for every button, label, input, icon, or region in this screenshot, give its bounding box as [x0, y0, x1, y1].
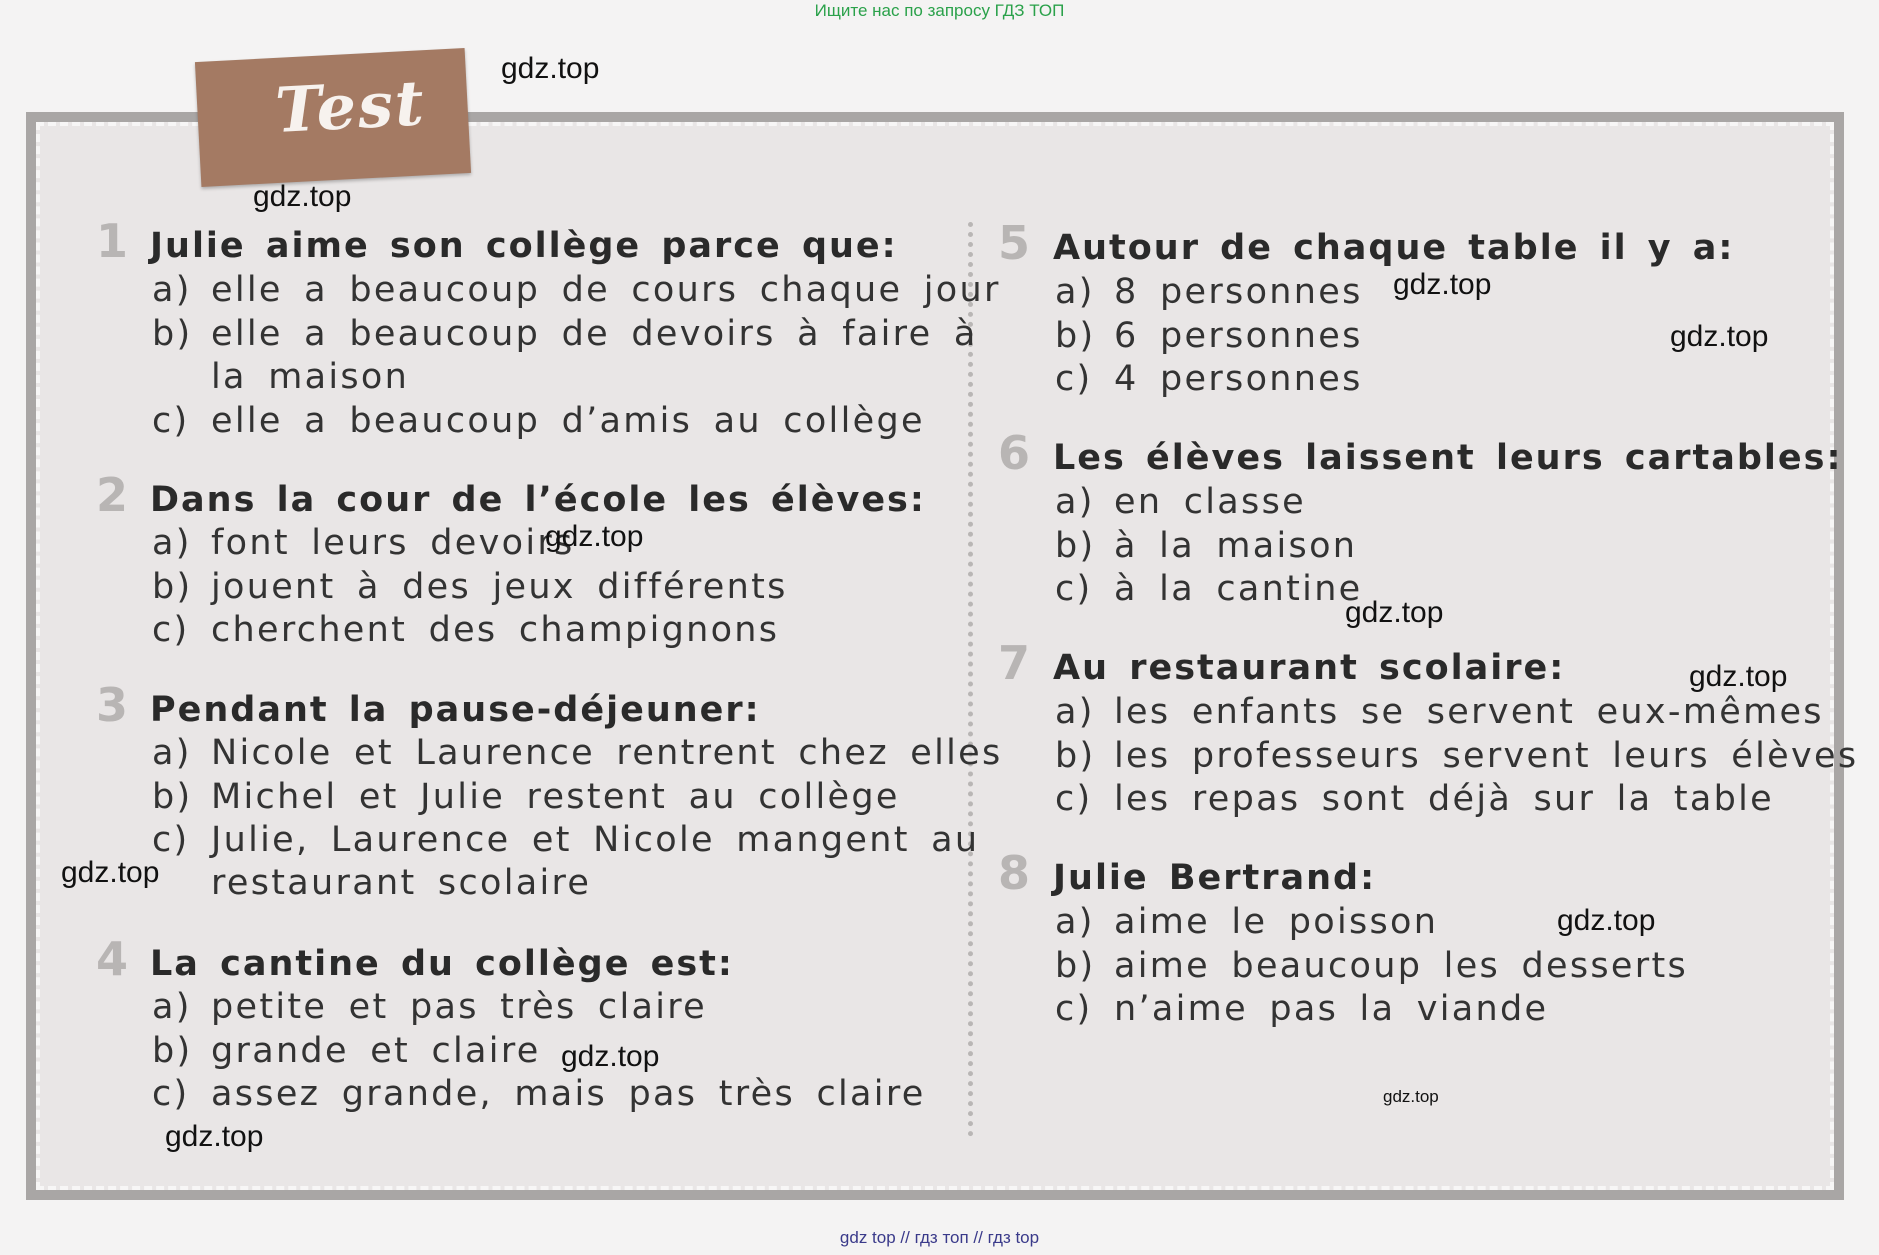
question-number: 3: [96, 678, 129, 732]
option: [1055, 989, 1548, 1029]
watermark: gdz.top: [253, 180, 352, 213]
option: [1055, 526, 1357, 566]
option-text: Julie, Laurence et Nicole mangent au: [211, 820, 980, 860]
question-title: Julie aime son collège parce que:: [150, 226, 898, 266]
option-text: aime beaucoup les desserts: [1114, 946, 1689, 986]
option-letter: a): [152, 987, 192, 1027]
watermark: gdz.top: [1393, 268, 1492, 301]
option: [152, 610, 779, 650]
option: [1055, 569, 1363, 609]
watermark: gdz.top: [501, 52, 600, 85]
option: [152, 820, 979, 860]
watermark: gdz.top: [165, 1120, 264, 1153]
option-text: aime le poisson: [1114, 902, 1439, 942]
question-number: 1: [96, 214, 129, 268]
option-letter: c): [1055, 779, 1093, 819]
option-letter: c): [1055, 569, 1093, 609]
option: [1055, 359, 1363, 399]
option-letter: a): [1055, 272, 1095, 312]
option: [1055, 482, 1306, 522]
option: [152, 314, 978, 354]
option-text: les repas sont déjà sur la table: [1114, 779, 1774, 819]
watermark: gdz.top: [1670, 320, 1769, 353]
option-letter: a): [1055, 692, 1095, 732]
option: [152, 523, 575, 563]
option-text: n’aime pas la viande: [1114, 989, 1549, 1029]
option-text: Nicole et Laurence rentrent chez elles: [211, 733, 1003, 773]
question-title: La cantine du collège est:: [150, 944, 734, 984]
watermark: gdz.top: [561, 1040, 660, 1073]
question-number: 8: [998, 846, 1031, 900]
option-letter: b): [152, 777, 193, 817]
option: [152, 567, 788, 607]
watermark: gdz.top: [1345, 596, 1444, 629]
option-letter: a): [1055, 902, 1095, 942]
option-letter: c): [1055, 989, 1093, 1029]
option-text: petite et pas très claire: [211, 987, 708, 1027]
option-text: à la maison: [1114, 526, 1358, 566]
question-title: Les élèves laissent leurs cartables:: [1053, 438, 1843, 478]
option-letter: b): [152, 567, 193, 607]
option: [1055, 946, 1688, 986]
option: [152, 1074, 926, 1114]
option-text: elle a beaucoup d’amis au collège: [211, 401, 925, 441]
option-letter: c): [152, 401, 190, 441]
option: [1055, 779, 1774, 819]
question-number: 2: [96, 468, 129, 522]
option: [152, 401, 925, 441]
option: [1055, 736, 1858, 776]
option-letter: a): [152, 733, 192, 773]
option-text: en classe: [1114, 482, 1306, 522]
option-text: cherchent des champignons: [211, 610, 780, 650]
option-text: font leurs devoirs: [211, 523, 575, 563]
option-letter: b): [1055, 316, 1096, 356]
option: [1055, 692, 1824, 732]
option-text: grande et claire: [211, 1031, 541, 1071]
option-letter: a): [152, 270, 192, 310]
option-letter: b): [152, 314, 193, 354]
question-number: 5: [998, 216, 1031, 270]
question-number: 6: [998, 426, 1031, 480]
option: [152, 270, 1001, 310]
question-number: 7: [998, 636, 1031, 690]
option: [1055, 316, 1363, 356]
option-text: elle a beaucoup de cours chaque jour: [211, 270, 1001, 310]
test-tab: [195, 48, 471, 187]
option: [152, 733, 1003, 773]
option-letter: c): [152, 1074, 190, 1114]
watermark: gdz.top: [61, 856, 160, 889]
top-banner[interactable]: Ищите нас по запросу ГДЗ ТОП: [814, 1, 1065, 20]
option-letter: c): [1055, 359, 1093, 399]
option-text: elle a beaucoup de devoirs à faire à: [211, 314, 978, 354]
option-text: les professeurs servent leurs élèves: [1114, 736, 1859, 776]
option: [1055, 902, 1438, 942]
question-number: 4: [96, 932, 129, 986]
option-text: assez grande, mais pas très claire: [211, 1074, 926, 1114]
option-letter: c): [152, 820, 190, 860]
option-text: 8 personnes: [1114, 272, 1363, 312]
option: [152, 777, 900, 817]
question-title: Dans la cour de l’école les élèves:: [150, 480, 926, 520]
option: [1055, 272, 1363, 312]
option-letter: b): [1055, 736, 1096, 776]
option-continuation: restaurant scolaire: [211, 863, 592, 903]
option-letter: a): [152, 523, 192, 563]
test-tab-label: Test: [273, 66, 428, 147]
option-letter: b): [152, 1031, 193, 1071]
option-text: les enfants se servent eux-mêmes: [1114, 692, 1824, 732]
watermark: gdz.top: [1557, 904, 1656, 937]
option: [152, 1031, 541, 1071]
option-text: jouent à des jeux différents: [211, 567, 788, 607]
option-text: à la cantine: [1114, 569, 1363, 609]
option-letter: b): [1055, 526, 1096, 566]
bottom-banner[interactable]: gdz top // гдз топ // гдз top: [839, 1228, 1040, 1247]
question-title: Pendant la pause-déjeuner:: [150, 690, 761, 730]
watermark: gdz.top: [1383, 1087, 1439, 1106]
question-title: Au restaurant scolaire:: [1053, 648, 1566, 688]
watermark: gdz.top: [1689, 660, 1788, 693]
option-text: Michel et Julie restent au collège: [211, 777, 900, 817]
column-divider: [968, 222, 973, 1137]
option-letter: b): [1055, 946, 1096, 986]
question-title: Autour de chaque table il y a:: [1053, 228, 1735, 268]
option-text: 6 personnes: [1114, 316, 1363, 356]
question-title: Julie Bertrand:: [1053, 858, 1377, 898]
option-letter: a): [1055, 482, 1095, 522]
option-letter: c): [152, 610, 190, 650]
option-text: 4 personnes: [1114, 359, 1363, 399]
watermark: gdz.top: [545, 520, 644, 553]
option-continuation: la maison: [211, 357, 410, 397]
option: [152, 987, 707, 1027]
